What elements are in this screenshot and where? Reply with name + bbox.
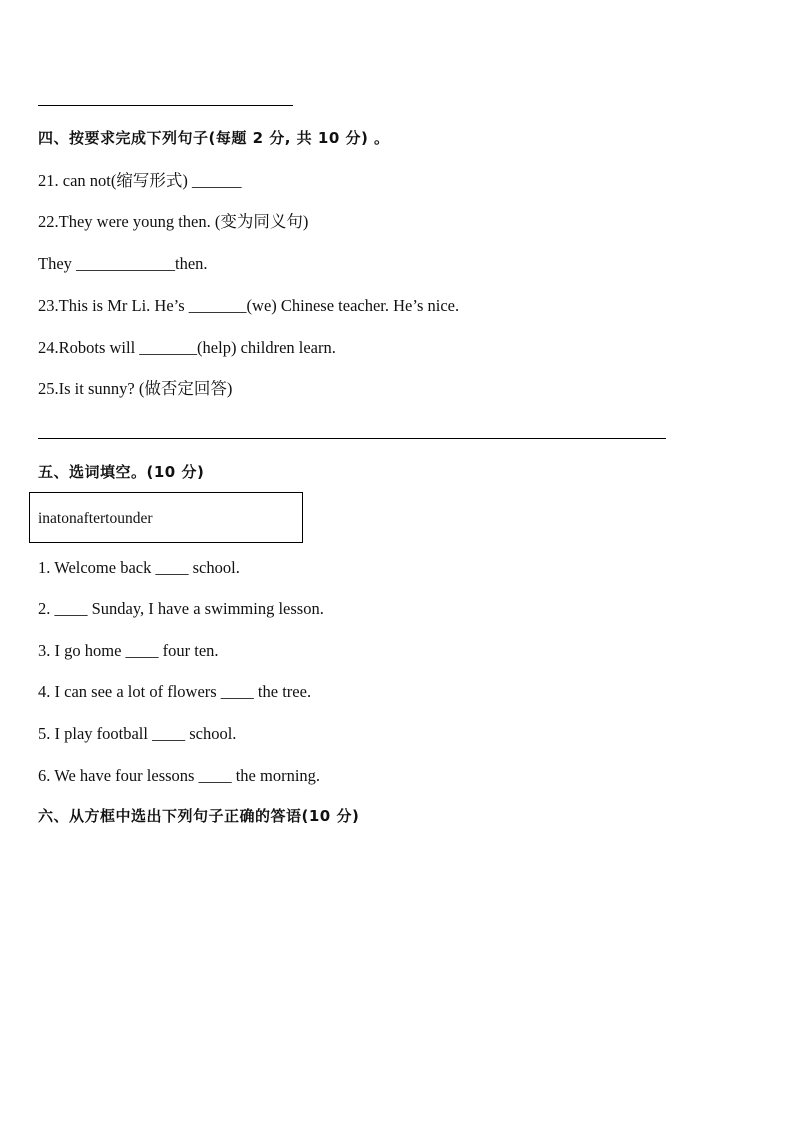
question-25: 25.Is it sunny? (做否定回答) xyxy=(38,379,233,398)
question-21: 21. can not(缩写形式) ______ xyxy=(38,171,242,190)
question-23: 23.This is Mr Li. He’s _______(we) Chinese teacher. He’s nice. xyxy=(38,296,460,315)
word-box-text: inatonaftertounder xyxy=(38,510,153,527)
list-item: 3. I go home ____ four ten. xyxy=(38,641,219,660)
word-box xyxy=(29,492,303,543)
section-6-heading: 六、从方框中选出下列句子正确的答语(10 分) xyxy=(38,807,360,825)
question-22-answer: They ____________then. xyxy=(38,254,208,273)
answer-line-q25 xyxy=(38,438,666,439)
list-item: 5. I play football ____ school. xyxy=(38,724,237,743)
list-item: 1. Welcome back ____ school. xyxy=(38,558,240,577)
question-24: 24.Robots will _______(help) children learn. xyxy=(38,338,336,357)
list-item: 4. I can see a lot of flowers ____ the tree. xyxy=(38,682,312,701)
section-5-heading: 五、选词填空。(10 分) xyxy=(38,463,205,481)
list-item: 2. ____ Sunday, I have a swimming lesson. xyxy=(38,599,324,618)
question-22: 22.They were young then. (变为同义句) xyxy=(38,212,309,231)
section-4-heading: 四、按要求完成下列句子(每题 2 分, 共 10 分) 。 xyxy=(38,129,390,147)
list-item: 6. We have four lessons ____ the morning. xyxy=(38,766,321,785)
answer-line-top xyxy=(38,105,293,106)
